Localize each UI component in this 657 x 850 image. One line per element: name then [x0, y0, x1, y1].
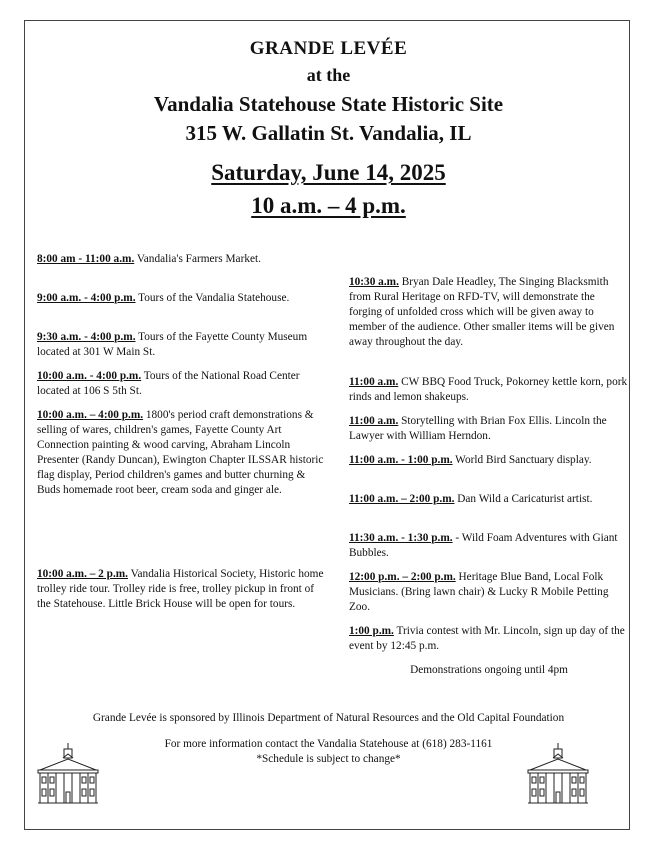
schedule-item [349, 275, 629, 350]
event-date: Saturday, June 14, 2025 [211, 160, 446, 185]
schedule-item [349, 492, 629, 507]
statehouse-building-icon [36, 742, 100, 806]
schedule-item [349, 531, 629, 561]
schedule-time: 11:00 a.m. [349, 415, 399, 427]
venue-address: 315 W. Gallatin St. Vandalia, IL [185, 121, 472, 145]
schedule-time: 1:00 p.m. [349, 625, 394, 637]
schedule-item [37, 330, 325, 360]
schedule-text: Tours of the Vandalia Statehouse. [135, 292, 290, 304]
schedule-item [349, 453, 629, 468]
schedule-text: Heritage Blue Band, Local Folk Musicians. (Bring lawn chair) & Lucky R Mobile Petting Zoo. [349, 571, 609, 613]
schedule-time: 11:00 a.m. – 2:00 p.m. [349, 493, 455, 505]
schedule-time: 8:00 am - 11:00 a.m. [37, 253, 135, 265]
schedule-item [37, 408, 325, 498]
schedule-text: Tours of the Fayette County Museum located at 301 W Main St. [37, 331, 308, 358]
schedule-time: 10:00 a.m. – 2 p.m. [37, 568, 128, 580]
schedule-time: 11:00 a.m. [349, 376, 399, 388]
schedule-text: Dan Wild a Caricaturist artist. [454, 493, 593, 505]
schedule-text: Trivia contest with Mr. Lincoln, sign up day of the event by 12:45 p.m. [349, 625, 625, 652]
schedule-time: 10:30 a.m. [349, 276, 399, 288]
schedule-text: Vandalia Historical Society, Historic home trolley ride tour. Trolley ride is free, trolley pickup in front of the Statehouse. Little Brick House will be open for tours. [37, 568, 324, 610]
schedule-item [37, 369, 325, 399]
schedule-text: CW BBQ Food Truck, Pokorney kettle korn, pork rinds and lemon shakeups. [349, 376, 628, 403]
venue-name: Vandalia Statehouse State Historic Site [153, 92, 504, 116]
schedule-time: 10:00 a.m. - 4:00 p.m. [37, 370, 142, 382]
schedule-text: Vandalia's Farmers Market. [134, 253, 261, 265]
schedule-time: 9:00 a.m. - 4:00 p.m. [37, 292, 136, 304]
schedule-time: 12:00 p.m. – 2:00 p.m. [349, 571, 456, 583]
disclaimer-line: *Schedule is subject to change* [256, 753, 401, 765]
demonstrations-note: Demonstrations ongoing until 4pm [410, 664, 568, 676]
schedule-item [349, 375, 629, 405]
contact-line: For more information contact the Vandalia Statehouse at (618) 283-1161 [164, 738, 493, 750]
schedule-text: 1800's period craft demonstrations & selling of wares, children's games, Fayette County Art Connection painting & wood carving, Abraham Lincoln Presenter (Randy Duncan), Ewington Chapter ILSSAR historic flag display, Period children's games and butter churning & Buds homemade root beer, cream soda and ginger ale. [37, 409, 324, 496]
schedule-item [37, 567, 325, 612]
schedule-text: World Bird Sanctuary display. [452, 454, 592, 466]
schedule-item [37, 252, 325, 267]
event-hours: 10 a.m. – 4 p.m. [251, 193, 406, 218]
schedule-text: Storytelling with Brian Fox Ellis. Lincoln the Lawyer with William Herndon. [349, 415, 607, 442]
statehouse-building-icon [526, 742, 590, 806]
schedule-text: - Wild Foam Adventures with Giant Bubbles. [349, 532, 618, 559]
schedule-time: 10:00 a.m. – 4:00 p.m. [37, 409, 144, 421]
schedule-time: 9:30 a.m. - 4:00 p.m. [37, 331, 136, 343]
event-title: GRANDE LEVÉE [249, 38, 408, 59]
schedule-text: Tours of the National Road Center located at 106 S 5th St. [37, 370, 300, 397]
event-title-at: at the [306, 65, 351, 85]
schedule-time: 11:30 a.m. - 1:30 p.m. [349, 532, 453, 544]
schedule-item [37, 291, 325, 306]
schedule-item [349, 570, 629, 615]
schedule-time: 11:00 a.m. - 1:00 p.m. [349, 454, 453, 466]
schedule-text: Bryan Dale Headley, The Singing Blacksmith from Rural Heritage on RFD-TV, will demonstrate the forging of unfolded cross which will be given away to member of the audience. Other smaller items will be given away throughout the day. [349, 276, 615, 348]
schedule-item [349, 624, 629, 654]
sponsor-line: Grande Levée is sponsored by Illinois Department of Natural Resources and the Old Capital Foundation [92, 712, 565, 724]
schedule-item [349, 414, 629, 444]
